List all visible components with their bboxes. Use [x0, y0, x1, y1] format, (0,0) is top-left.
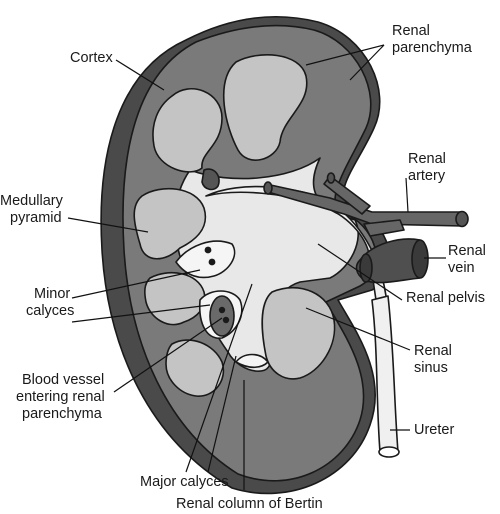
artery-end [264, 182, 272, 194]
label-major-calyces: Major calyces [140, 474, 229, 490]
label-renal-column: Renal column of Bertin [176, 496, 323, 512]
renal-vein-end [412, 240, 428, 278]
label-renal-sinus: Renal sinus [414, 343, 452, 376]
vessel-parenchyma-upper [202, 169, 219, 189]
label-renal-parenchyma: Renal parenchyma [392, 23, 472, 56]
blood-vessel-dot [205, 247, 212, 254]
renal-vein-end-left [360, 254, 372, 282]
ureter [372, 296, 398, 452]
label-medullary-pyramid: Medullary pyramid [0, 193, 63, 226]
label-minor-calyces: Minor calyces [26, 286, 75, 319]
label-renal-artery: Renal artery [408, 151, 446, 184]
label-ureter: Ureter [414, 422, 455, 438]
artery-end [456, 212, 468, 227]
blood-vessel-dot [219, 307, 225, 313]
blood-vessel-dot [223, 317, 229, 323]
label-renal-pelvis: Renal pelvis [406, 290, 485, 306]
label-cortex: Cortex [70, 50, 113, 66]
blood-vessel-dot [209, 259, 216, 266]
label-blood-vessel: Blood vessel entering renal parenchyma [16, 372, 105, 422]
label-renal-vein: Renal vein [448, 243, 486, 276]
artery-end [328, 173, 335, 183]
ureter-opening [379, 447, 399, 457]
blood-vessel-lower [210, 296, 234, 336]
